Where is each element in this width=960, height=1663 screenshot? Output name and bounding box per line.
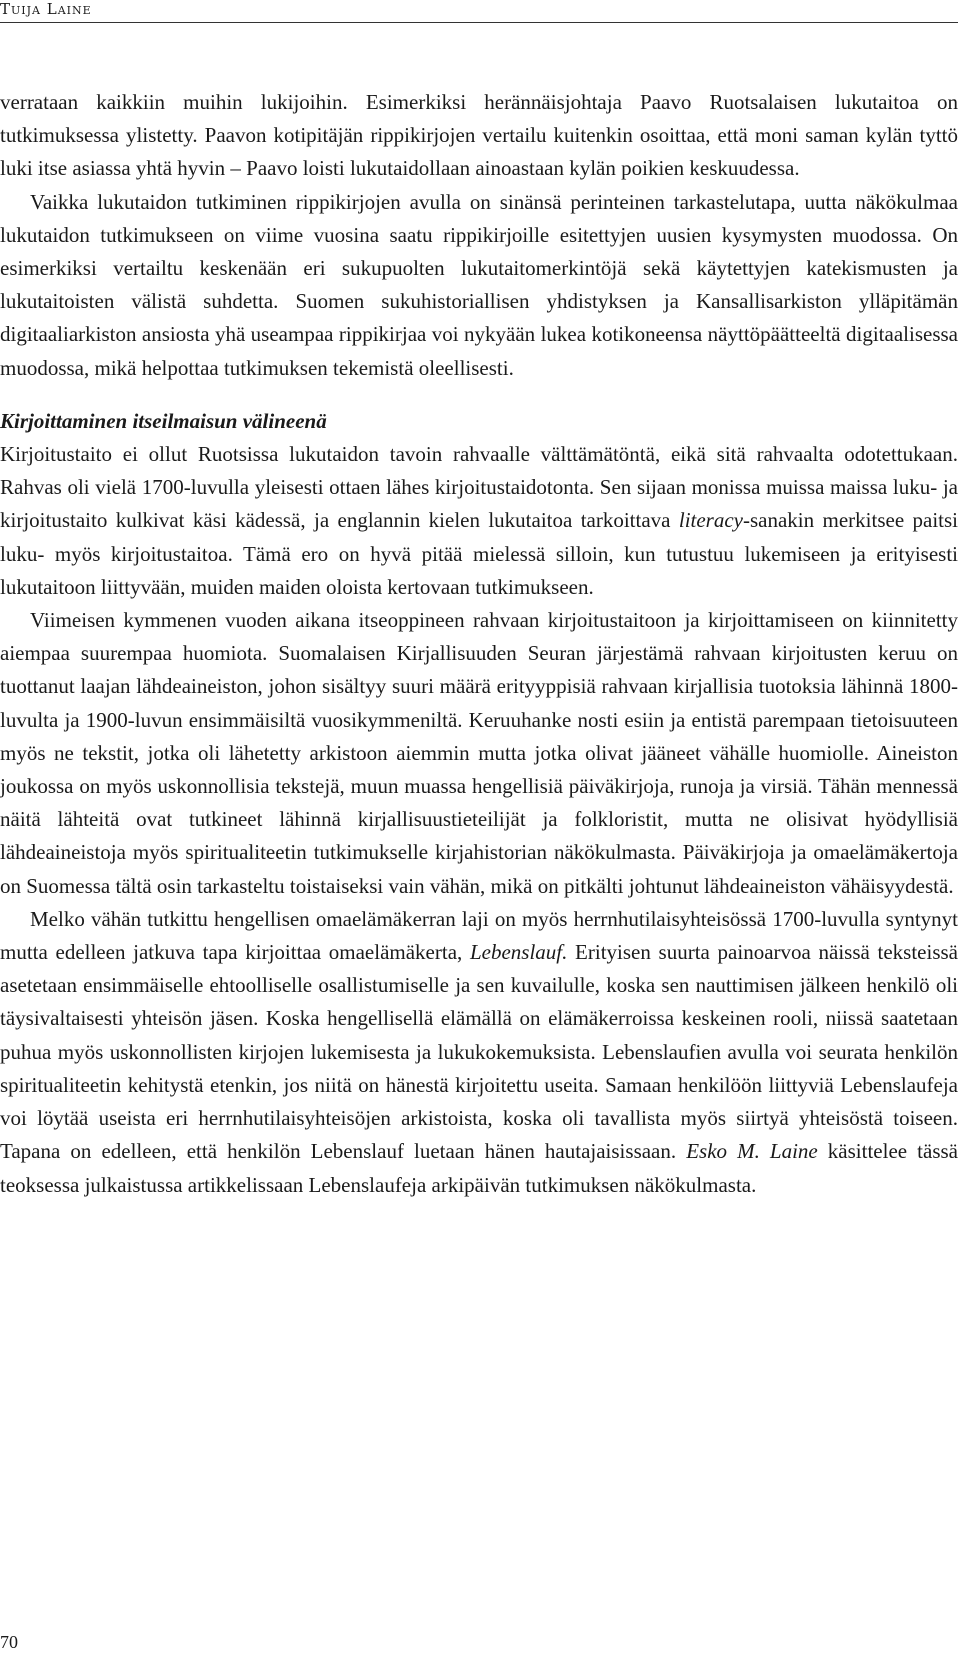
paragraph-3-part-1: Kirjoitustaito ei ollut Ruotsissa lukutaidon tavoin rahvaalle välttämätöntä, eikä sitä rahvaalta odotettukaan. Rahvas oli vielä 1700-luvulla yleisesti ottaen lähes kirjoitustaidotonta. Sen sijaan monissa muissa maissa luku- ja kirjoitustaito kulkivat käsi kädessä, ja englannin kielen lukutaitoa tarkoittava <box>0 442 958 533</box>
paragraph-3-emphasis: literacy <box>678 508 743 533</box>
paragraph-1: verrataan kaikkiin muihin lukijoihin. Esimerkiksi herännäisjohtaja Paavo Ruotsalaisen lukutaitoa on tutkimuksessa ylistetty. Paavon kotipitäjän rippikirjojen vertailu kuitenkin osoittaa, että moni saman kylän tyttö luki itse asiassa yhtä hyvin – Paavo loisti lukutaidollaan ainoastaan kylän poikien keskuudessa. <box>0 90 958 181</box>
page-number: 70 <box>0 1632 18 1652</box>
paragraph-5-part-1: Melko vähän tutkittu hengellisen omaelämäkerran laji on myös herrnhutilaisyhteisössä 1700-luvulla syntynyt mutta edelleen jatkuva tapa kirjoittaa omaelämäkerta, <box>0 906 958 965</box>
paragraph-5 <box>0 903 958 1202</box>
header-rule <box>0 22 958 23</box>
paragraph-3-part-2: -sanakin merkitsee paitsi luku- myös kirjoitustaitoa. Tämä ero on hyvä pitää mielessä silloin, kun tutustuu lukemiseen ja erityisesti lukutaitoon liittyvään, muiden maiden oloista kertovaan tutkimukseen. <box>0 508 958 599</box>
paragraph-5-emphasis-2: Esko M. Laine <box>686 1139 818 1164</box>
body-text <box>0 86 958 1202</box>
paragraph-4: Viimeisen kymmenen vuoden aikana itseoppineen rahvaan kirjoitustaitoon ja kirjoittamiseen on kiinnitetty aiempaa suurempaa huomiota. Suomalaisen Kirjallisuuden Seuran järjestämä rahvaan kirjoitusten keruu on tuottanut laajan lähdeaineiston, johon sisältyy suuri määrä erityyppisiä rahvaan kirjallisia tuotoksia lähinnä 1800-luvulta ja 1900-luvun ensimmäisiltä vuosikymmeniltä. Keruuhanke nosti esiin ja entistä parempaan tietoisuuteen myös ne tekstit, jotka oli lähetetty arkistoon aiemmin mutta jotka olivat jääneet vähälle huomiolle. Aineiston joukossa on myös uskonnollisia tekstejä, muun muassa hengellisiä päiväkirjoja, runoja ja virsiä. Tähän mennessä näitä lähteitä ovat tutkineet lähinnä kirjallisuustieteilijät ja folkloristit, mutta ne olisivat hyödyllisiä lähdeaineistoja myös spiritualiteetin tutkimukselle kirjahistorian näkökulmasta. Päiväkirjoja ja omaelämäkertoja on Suomessa tältä osin tarkasteltu toistaiseksi vain vähän, mikä on pitkälti johtunut lähdeaineiston vähäisyydestä. <box>0 608 958 898</box>
paragraph-3 <box>0 438 958 604</box>
paragraph-5-part-2: Erityisen suurta painoarvoa näissä teksteissä asetetaan ensimmäiselle ehtoolliselle osallistumiselle ja sen kuvailulle, koska sen nauttimisen jälkeen henkilö oli täysivaltaisesti yhteisön jäsen. Koska hengellisellä elämällä on elämäkerroissa keskeinen rooli, niissä saatetaan puhua myös uskonnollisten kirjojen lukemisesta ja lukukokemuksista. Lebenslaufien avulla voi seurata henkilön spiritualiteetin kehitystä etenkin, jos niitä on hänestä kirjoitettu useita. Samaan henkilöön liittyviä Lebenslaufeja voi löytää useista eri herrnhutilaisyhteisöjen arkistoista, koska oli tavallista myös siirtyä yhteisöstä toiseen. Tapana on edelleen, että henkilön Lebenslauf luetaan hänen hautajaisissaan. <box>0 940 958 1164</box>
paragraph-2: Vaikka lukutaidon tutkiminen rippikirjojen avulla on sinänsä perinteinen tarkastelutapa, uutta näkökulmaa lukutaidon tutkimukseen on viime vuosina saatu rippikirjoille esitettyjen uusien kysymysten muodossa. On esimerkiksi vertailtu keskenään eri sukupuolten lukutaitomerkintöjä sekä käytettyjen katekismusten ja lukutaitoisten välistä suhdetta. Suomen sukuhistoriallisen yhdistyksen ja Kansallisarkiston ylläpitämän digitaaliarkiston ansiosta yhä useampaa rippikirjaa voi nykyään lukea kotikoneensa näyttöpäätteeltä digitaalisessa muodossa, mikä helpottaa tutkimuksen tekemistä oleellisesti. <box>0 189 958 380</box>
running-head: Tuija Laine <box>0 0 92 18</box>
paragraph-5-part-3: käsittelee tässä teoksessa julkaistussa artikkelissaan Lebenslaufeja arkipäivän tutkimuksen näkökulmasta. <box>0 1139 958 1197</box>
section-heading: Kirjoittaminen itseilmaisun välineenä <box>0 408 327 433</box>
paragraph-5-emphasis-1: Lebenslauf. <box>469 940 568 965</box>
